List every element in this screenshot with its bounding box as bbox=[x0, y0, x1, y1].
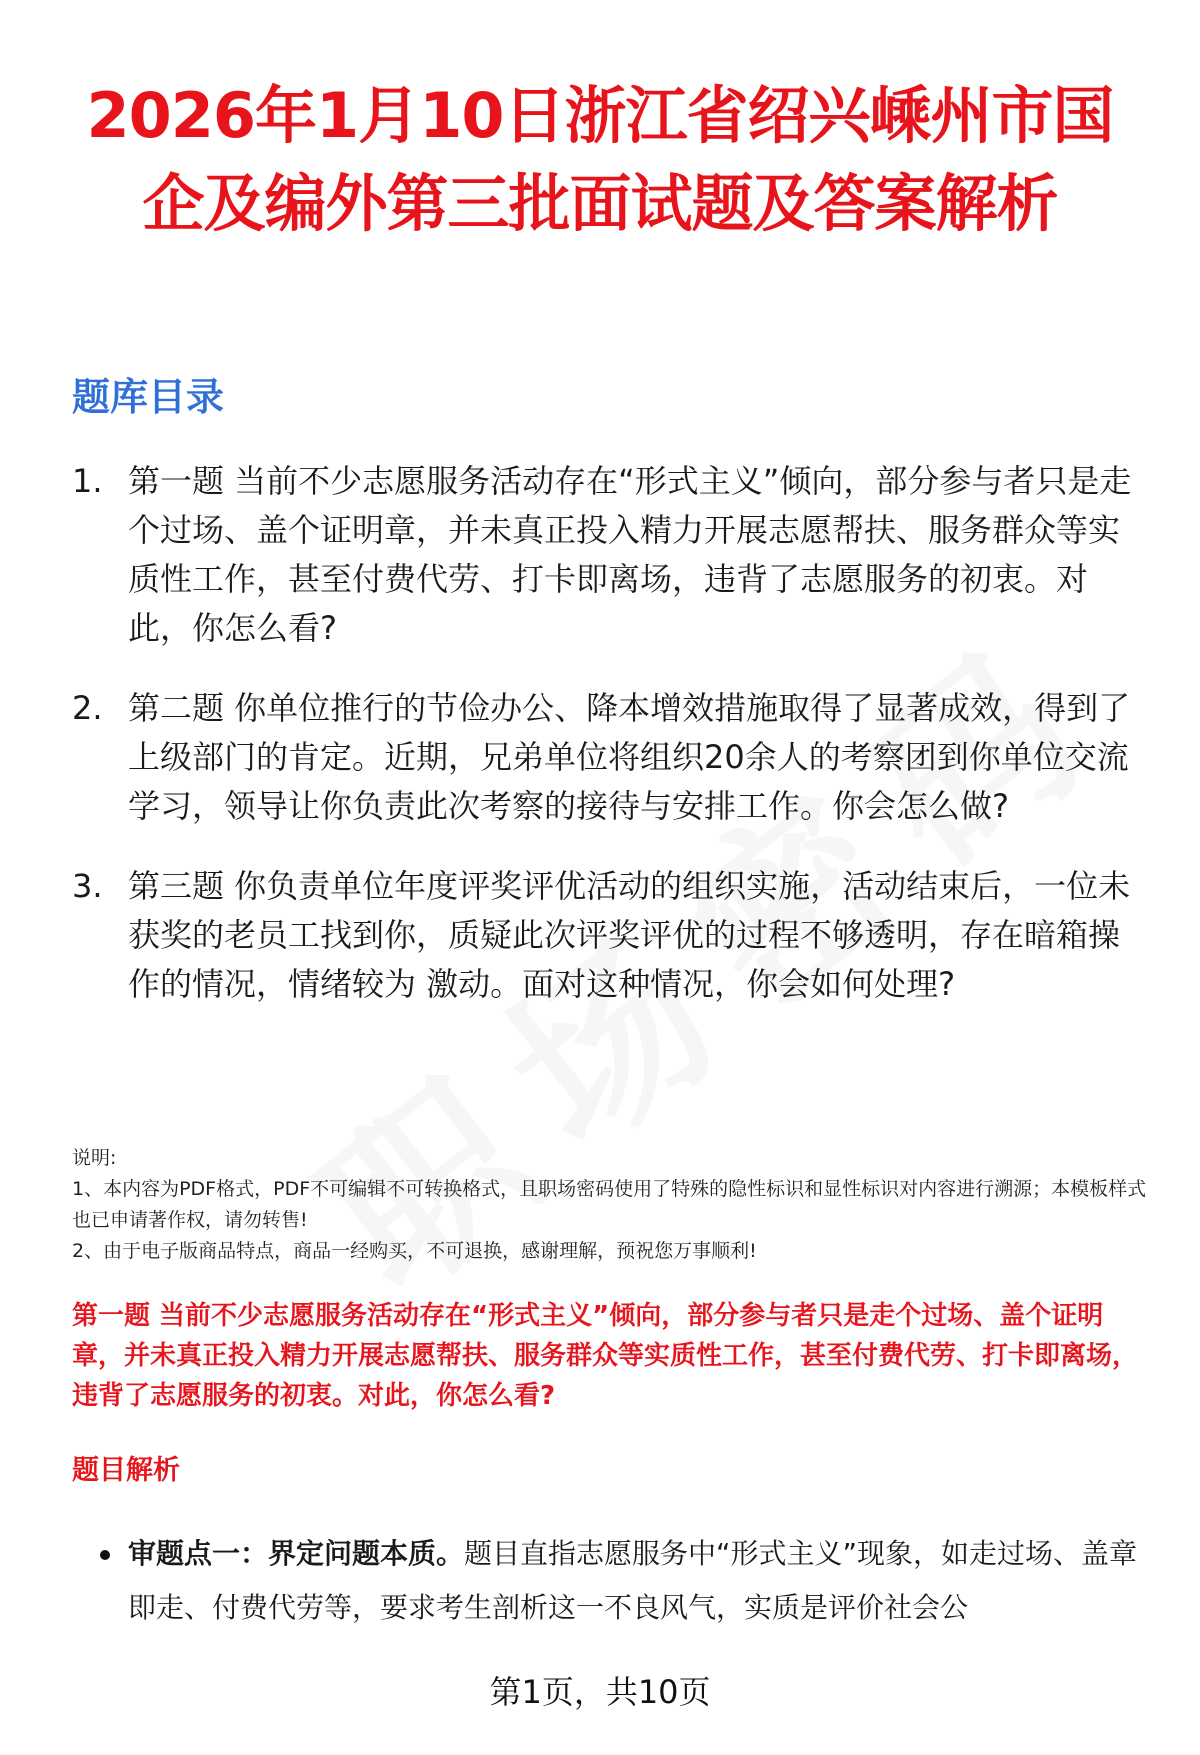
notes-line-2: 2、由于电子版商品特点，商品一经购买，不可退换，感谢理解，预祝您万事顺利! bbox=[72, 1240, 757, 1262]
notes-line-1: 1、本内容为PDF格式，PDF不可编辑不可转换格式，且职场密码使用了特殊的隐性标识和显性标识对内容进行溯源；本模板样式也已申请著作权，请勿转售! bbox=[72, 1178, 1147, 1231]
bullet-text: 题目直指志愿服务中“形式主义”现象，如走过场、盖章即走、付费代劳等，要求考生剖析这一不良风气，实质是评价社会公 bbox=[128, 1537, 1138, 1624]
toc-item[interactable] bbox=[72, 862, 1147, 1009]
page-number: 第1页，共10页 bbox=[489, 1673, 711, 1711]
toc-list bbox=[72, 457, 1147, 1040]
question-1-heading: 第一题 当前不少志愿服务活动存在“形式主义”倾向，部分参与者只是走个过场、盖个证明章，并未真正投入精力开展志愿帮扶、服务群众等实质性工作，甚至付费代劳、打卡即离场，违背了志愿服务的初衷。对此，你怎么看? bbox=[72, 1301, 1139, 1411]
notes-label: 说明: bbox=[72, 1147, 117, 1169]
toc-item[interactable] bbox=[72, 684, 1147, 831]
toc-item-text: 第三题 你负责单位年度评奖评优活动的组织实施，活动结束后，一位未获奖的老员工找到你，质疑此次评奖评优的过程不够透明，存在暗箱操作的情况，情绪较为 激动。面对这种情况，你会如何处理? bbox=[128, 867, 1131, 1003]
notes-section bbox=[72, 1143, 1162, 1267]
toc-item-number: 1. bbox=[72, 462, 103, 500]
analysis-bullets bbox=[72, 1527, 1152, 1635]
toc-item-text: 第一题 当前不少志愿服务活动存在“形式主义”倾向，部分参与者只是走个过场、盖个证明章，并未真正投入精力开展志愿帮扶、服务群众等实质性工作，甚至付费代劳、打卡即离场，违背了志愿服务的初衷。对此，你怎么看? bbox=[128, 462, 1132, 647]
page-title: 2026年1月10日浙江省绍兴嵊州市国企及编外第三批面试题及答案解析 bbox=[86, 79, 1114, 240]
toc-item-number: 2. bbox=[72, 689, 103, 727]
bullet-icon bbox=[100, 1550, 110, 1560]
toc-heading: 题库目录 bbox=[72, 375, 225, 419]
toc-item-number: 3. bbox=[72, 867, 103, 905]
toc-item[interactable] bbox=[72, 457, 1147, 653]
analysis-heading: 题目解析 bbox=[72, 1455, 180, 1486]
list-item bbox=[72, 1527, 1152, 1635]
bullet-bold-lead: 审题点一：界定问题本质。 bbox=[128, 1537, 465, 1570]
toc-item-text: 第二题 你单位推行的节俭办公、降本增效措施取得了显著成效，得到了上级部门的肯定。近期，兄弟单位将组织20余人的考察团到你单位交流学习，领导让你负责此次考察的接待与安排工作。你会怎么做? bbox=[128, 689, 1131, 825]
